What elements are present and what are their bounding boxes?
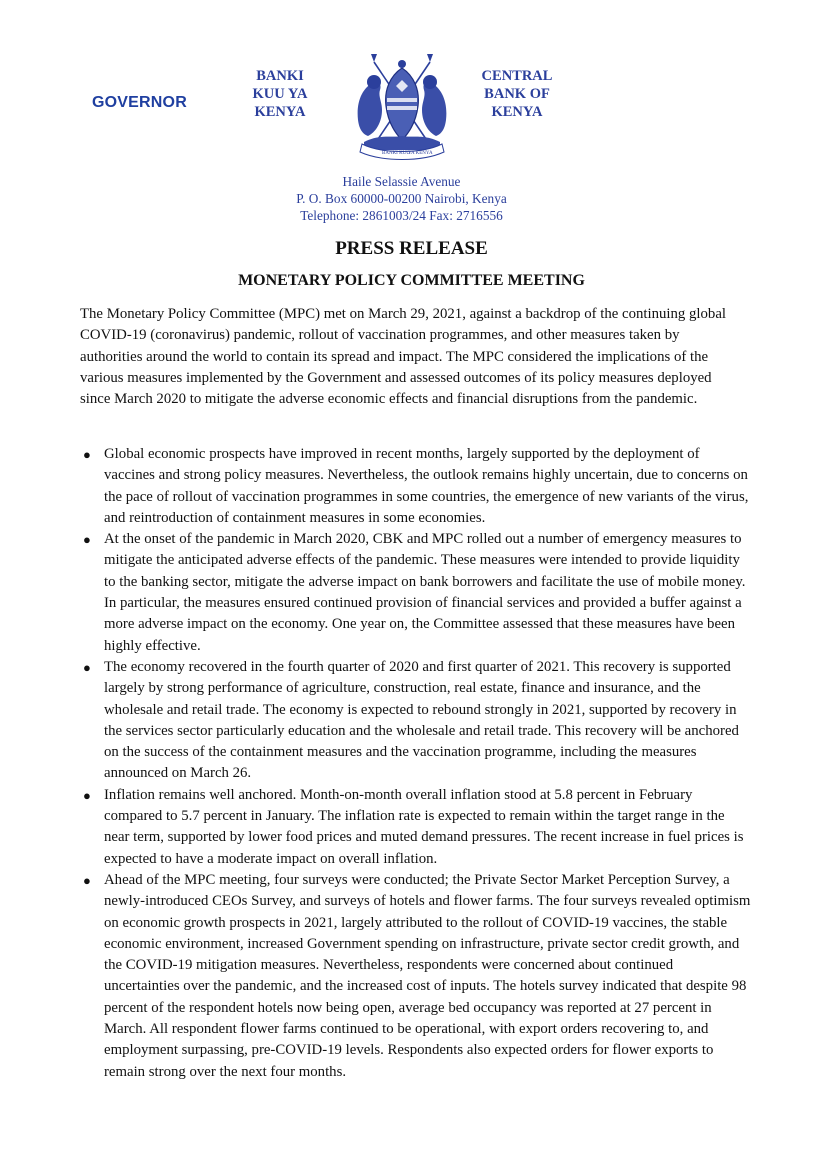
bullet-icon: ● (83, 532, 91, 548)
address-line: Telephone: 2861003/24 Fax: 2716556 (300, 208, 503, 223)
cbk-coat-of-arms-seal (352, 50, 452, 160)
bank-name-english-line: BANK OF (484, 86, 550, 102)
address-line: P. O. Box 60000-00200 Nairobi, Kenya (296, 191, 507, 206)
bank-name-english (474, 67, 560, 121)
bullet-icon: ● (83, 787, 91, 803)
bullet-icon: ● (83, 872, 91, 888)
list-item-text: Inflation remains well anchored. Month-on-month overall inflation stood at 5.8 percent in February compared to 5.7 percent in January. The inflation rate is expected to remain within the target range in the near term, supported by lower food prices and muted demand pressures. The recent increase in fuel prices is expected to have a moderate impact on overall inflation. (104, 786, 744, 867)
document-subtitle: MONETARY POLICY COMMITTEE MEETING (238, 272, 585, 289)
bank-name-english-line: CENTRAL (481, 68, 553, 84)
list-item (80, 785, 752, 870)
bullet-icon: ● (83, 447, 91, 462)
address-line: Haile Selassie Avenue (342, 174, 461, 189)
bank-name-english-line: KENYA (491, 104, 543, 120)
bank-name-swahili-line: BANKI (256, 68, 304, 84)
seal-ring-text: BANKI KUU (382, 151, 410, 156)
seal-ring-text: YA KENYA (408, 151, 433, 156)
bullet-icon: ● (83, 659, 91, 675)
bank-name-swahili-line: KUU YA (252, 86, 308, 102)
document-title: PRESS RELEASE (335, 238, 488, 259)
intro-paragraph: The Monetary Policy Committee (MPC) met on March 29, 2021, against a backdrop of the continuing global COVID-19 (coronavirus) pandemic, rollout of vaccination programmes, and other measures taken by authorities around the world to contain its spread and impact. The MPC considered the implications of the various measures implemented by the Government and assessed outcomes of its policy measures deployed since March 2020 to mitigate the adverse economic effects and financial disruptions from the pandemic. (80, 306, 727, 408)
bullet-list (80, 444, 752, 1083)
bank-name-swahili-line: KENYA (254, 104, 306, 120)
list-item (80, 657, 752, 785)
bank-address (240, 173, 563, 224)
list-item-text: Ahead of the MPC meeting, four surveys were conducted; the Private Sector Market Perception Survey, a newly-introduced CEOs Survey, and surveys of hotels and flower farms. The four surveys revealed optimism on economic growth prospects in 2021, largely attributed to the rollout of COVID-19 vaccines, the stable economic environment, increased Government spending on infrastructure, private sector credit growth, and the COVID-19 mitigation measures. Nevertheless, respondents were concerned about continued uncertainties over the pandemic, and the increased cost of inputs. The hotels survey indicated that despite 98 percent of the respondent hotels now being open, average bed occupancy was reported at 27 percent in March. All respondent flower farms continued to be operational, with export orders recovering to, and employment surpassing, pre-COVID-19 levels. Respondents also expected orders for flower exports to remain strong over the next four months. (104, 871, 751, 1080)
list-item (80, 529, 752, 657)
bank-name-swahili (244, 67, 316, 121)
list-item-text: The economy recovered in the fourth quarter of 2020 and first quarter of 2021. This recovery is supported largely by strong performance of agriculture, construction, real estate, finance and insurance, and the wholesale and retail trade. The economy is expected to rebound strongly in 2021, supported by recovery in the services sector particularly education and the wholesale and retail trade. This recovery will be anchored on the success of the containment measures and the vaccination programme, including the measures announced on March 26. (104, 658, 739, 782)
list-item-text: Global economic prospects have improved in recent months, largely supported by the deployment of vaccines and strong policy measures. Nevertheless, the outlook remains highly uncertain, due to concerns on the pace of rollout of vaccination programmes in some countries, the emergence of new variants of the virus, and reintroduction of containment measures in some economies. (104, 446, 749, 526)
list-item (80, 870, 752, 1083)
governor-label: GOVERNOR (92, 94, 187, 111)
list-item (80, 444, 752, 529)
list-item-text: At the onset of the pandemic in March 2020, CBK and MPC rolled out a number of emergency measures to mitigate the anticipated adverse effects of the pandemic. These measures were intended to provide liquidity to the banking sector, mitigate the adverse impact on bank borrowers and facilitate the use of mobile money. In particular, the measures ensured continued provision of financial services and provided a buffer against a more adverse impact on the economy. One year on, the Committee assessed that these measures have been highly effective. (104, 531, 746, 654)
